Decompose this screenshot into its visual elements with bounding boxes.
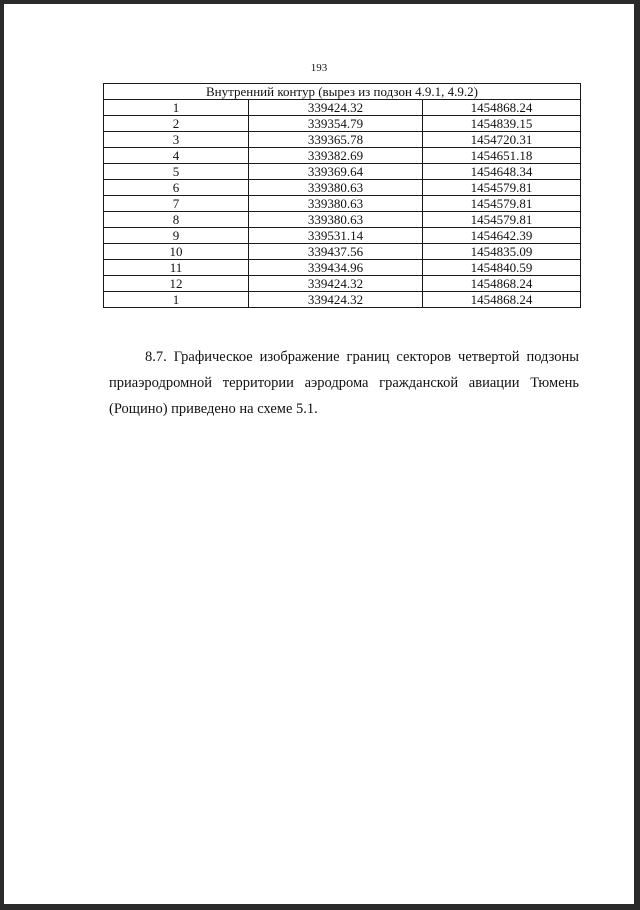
point-number-cell: 5 [104, 164, 249, 180]
x-coordinate-cell: 339369.64 [249, 164, 423, 180]
table-row [104, 212, 581, 228]
point-number-cell: 3 [104, 132, 249, 148]
y-coordinate-cell: 1454839.15 [423, 116, 581, 132]
y-coordinate-cell: 1454868.24 [423, 276, 581, 292]
page-number: 193 [310, 62, 328, 74]
x-coordinate-cell: 339437.56 [249, 244, 423, 260]
table-row [104, 276, 581, 292]
x-coordinate-cell: 339354.79 [249, 116, 423, 132]
y-coordinate-cell: 1454868.24 [423, 100, 581, 116]
table-header: Внутренний контур (вырез из подзон 4.9.1, 4.9.2) [104, 84, 581, 100]
table-row [104, 116, 581, 132]
x-coordinate-cell: 339531.14 [249, 228, 423, 244]
x-coordinate-cell: 339365.78 [249, 132, 423, 148]
document-page [4, 4, 634, 904]
point-number-cell: 9 [104, 228, 249, 244]
y-coordinate-cell: 1454648.34 [423, 164, 581, 180]
x-coordinate-cell: 339424.32 [249, 292, 423, 308]
y-coordinate-cell: 1454720.31 [423, 132, 581, 148]
y-coordinate-cell: 1454642.39 [423, 228, 581, 244]
coordinates-table [103, 83, 581, 308]
table-row [104, 292, 581, 308]
table-header-row [104, 84, 581, 100]
table-row [104, 132, 581, 148]
y-coordinate-cell: 1454579.81 [423, 196, 581, 212]
table-row [104, 164, 581, 180]
table-row [104, 260, 581, 276]
x-coordinate-cell: 339380.63 [249, 212, 423, 228]
y-coordinate-cell: 1454579.81 [423, 180, 581, 196]
table-row [104, 244, 581, 260]
table-row [104, 228, 581, 244]
point-number-cell: 7 [104, 196, 249, 212]
table-row [104, 148, 581, 164]
x-coordinate-cell: 339424.32 [249, 276, 423, 292]
x-coordinate-cell: 339382.69 [249, 148, 423, 164]
x-coordinate-cell: 339424.32 [249, 100, 423, 116]
y-coordinate-cell: 1454868.24 [423, 292, 581, 308]
table-row [104, 180, 581, 196]
table-row [104, 196, 581, 212]
point-number-cell: 12 [104, 276, 249, 292]
y-coordinate-cell: 1454835.09 [423, 244, 581, 260]
point-number-cell: 8 [104, 212, 249, 228]
point-number-cell: 6 [104, 180, 249, 196]
point-number-cell: 1 [104, 292, 249, 308]
x-coordinate-cell: 339380.63 [249, 196, 423, 212]
body-paragraph: 8.7. Графическое изображение границ секторов четвертой подзоны приаэродромной территории аэродрома гражданской авиации Тюмень (Рощино) приведено на схеме 5.1. [109, 349, 579, 417]
point-number-cell: 11 [104, 260, 249, 276]
table-row [104, 100, 581, 116]
y-coordinate-cell: 1454579.81 [423, 212, 581, 228]
y-coordinate-cell: 1454651.18 [423, 148, 581, 164]
point-number-cell: 4 [104, 148, 249, 164]
point-number-cell: 1 [104, 100, 249, 116]
y-coordinate-cell: 1454840.59 [423, 260, 581, 276]
x-coordinate-cell: 339434.96 [249, 260, 423, 276]
point-number-cell: 10 [104, 244, 249, 260]
x-coordinate-cell: 339380.63 [249, 180, 423, 196]
point-number-cell: 2 [104, 116, 249, 132]
